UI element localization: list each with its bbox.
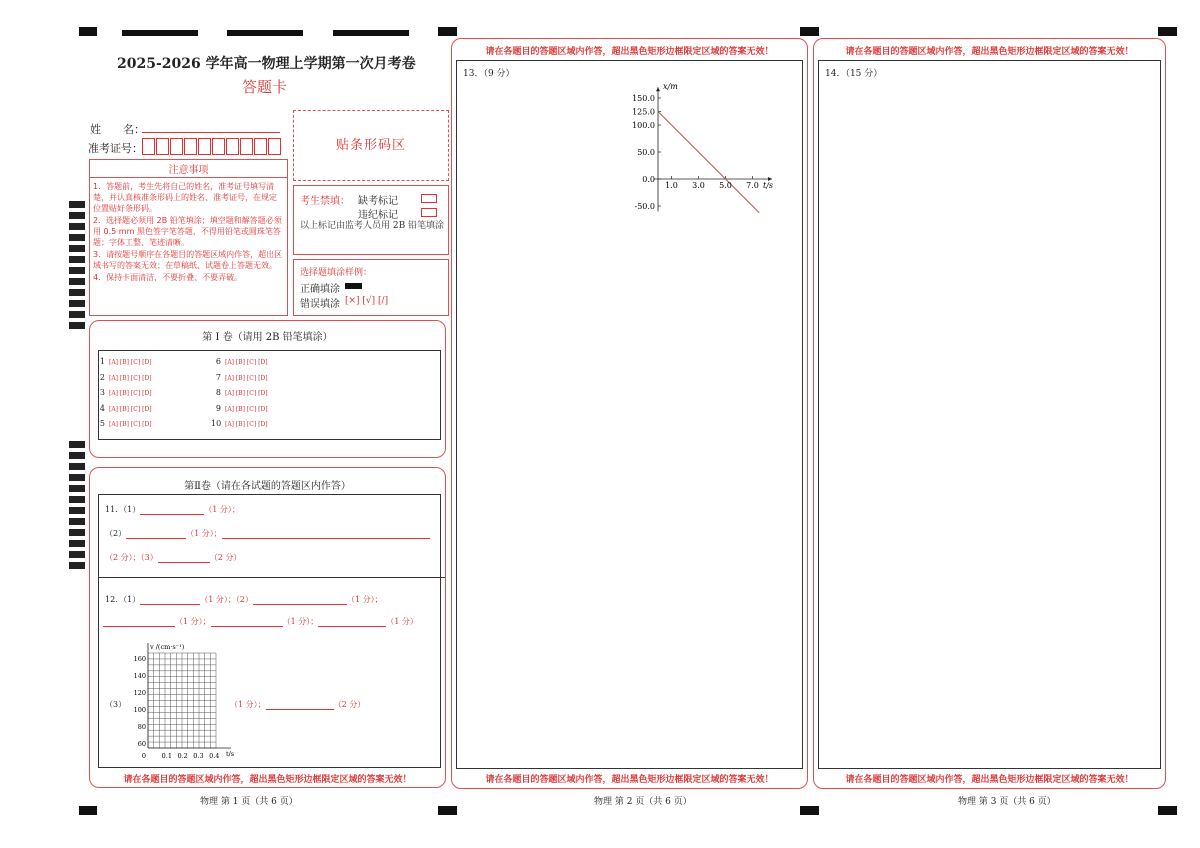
timing-mark [69,311,85,318]
exam-id-cell[interactable] [142,138,155,155]
boundary-warning: 请在各题目的答题区域内作答，超出黑色矩形边框限定区域的答案无效！ [485,47,774,57]
note-item: 1．答题前，考生先将自己的姓名，准考证号填写清楚，并认真核准条形码上的姓名、准考证号，在规定位置贴好条形码。 [93,182,277,213]
y-tick-label: 150.0 [632,94,655,103]
boundary-warning: 请在各题目的答题区域内作答，超出黑色矩形边框限定区域的答案无效！ [485,775,774,785]
registration-mark [79,27,97,36]
xt-chart [620,82,790,222]
notes-list [93,181,284,283]
y-tick-label: 160 [133,655,146,663]
timing-mark [69,562,85,569]
timing-mark [69,289,85,296]
y-axis-arrow [656,87,660,91]
q13-label: 13．（9 分） [463,69,515,79]
y-tick-label: 125.0 [632,107,655,117]
y-tick-label: 50.0 [637,148,655,157]
q12-answer-6[interactable] [266,699,334,710]
note-item: 4．保持卡面清洁，不要折叠、不要弄破。 [93,273,243,282]
timing-mark [69,201,85,208]
x-axis-label: t/s [762,181,774,190]
mcq-options[interactable]: [A] [B] [C] [D] [225,421,268,428]
note-item: 3．请按题号顺序在各题目的答题区域内作答，超出区域书写的答案无效；在草稿纸、试题卷上答题无效。 [93,250,283,270]
timing-mark [69,485,85,492]
timing-mark [69,463,85,470]
answer-card-title: 答题卡 [242,78,288,96]
mcq-question[interactable] [95,357,152,366]
timing-mark [69,234,85,241]
mcq-number: 7 [215,372,221,382]
exam-title: 2025-2026 学年高一物理上学期第一次月考卷 [117,56,416,72]
mcq-question[interactable] [211,404,268,413]
q11-part2: （2） [105,529,127,538]
q11-answer-4[interactable] [158,552,210,563]
q12-row1 [105,594,383,605]
timing-mark [69,441,85,448]
exam-id-cell[interactable] [212,138,225,155]
timing-mark [69,540,85,547]
mcq-number: 6 [215,357,221,366]
exam-id-cell[interactable] [226,138,239,155]
mcq-options[interactable]: [A] [B] [C] [D] [225,374,268,382]
y-tick-label: 60 [137,740,146,748]
x-tick-label: 0.2 [177,752,188,760]
q11-q12-divider [98,577,445,578]
y-tick-label: -50.0 [634,202,655,211]
absent-label: 缺考标记 [358,196,398,207]
q12-score-4: （1 分）； [282,617,319,626]
series-line [658,112,759,213]
name-field[interactable] [142,132,280,133]
mcq-options[interactable]: [A] [B] [C] [D] [225,405,268,413]
x-tick-label: 0.1 [161,752,172,760]
q12-answer-2[interactable] [253,594,347,605]
fill-wrong-samples: [×] [√] [/] [345,296,389,306]
x-axis-label: t/s [226,750,235,758]
q12-answer-1[interactable] [140,594,200,605]
mcq-question[interactable] [211,388,268,397]
page-footer-1: 物理 第 1 页（共 6 页） [200,797,298,807]
mcq-number: 5 [99,419,105,428]
mcq-number: 2 [99,372,105,382]
q12-row2 [103,616,418,627]
y-axis-label: x/m [663,82,678,92]
q12-answer-4[interactable] [211,616,283,627]
exam-id-cell[interactable] [254,138,267,155]
mcq-question[interactable] [95,419,152,428]
timing-mark [69,551,85,558]
x-tick-label: 0.3 [193,752,204,760]
mcq-question[interactable] [211,419,268,428]
mcq-options[interactable]: [A] [B] [C] [D] [225,359,268,366]
violation-label: 违纪标记 [358,210,398,221]
registration-mark [438,27,457,36]
q12-answer-3[interactable] [103,616,175,627]
mcq-number: 8 [215,388,221,397]
q12-score-1: （1 分）；（2） [200,595,254,604]
absent-checkbox[interactable] [421,194,437,203]
registration-mark [800,806,819,815]
mcq-question[interactable] [211,373,268,382]
page-footer-3: 物理 第 3 页（共 6 页） [958,797,1056,807]
q12-part3-label: （3） [105,700,127,709]
registration-dash [333,30,409,36]
y-tick-label: 100.0 [632,121,655,130]
exam-id-cell[interactable] [198,138,211,155]
timing-mark [69,452,85,459]
y-axis-label: v /(cm·s⁻¹) [150,643,185,651]
y-tick-label: 140 [133,672,146,680]
mcq-number: 3 [99,388,105,397]
timing-mark [69,256,85,263]
mcq-options[interactable]: [A] [B] [C] [D] [225,390,268,397]
fill-wrong-label: 错误填涂 [300,299,340,310]
q11-label: 11．（1） [105,505,141,514]
page-footer-2: 物理 第 2 页（共 6 页） [594,797,692,807]
mcq-question[interactable] [95,388,152,397]
registration-dash [227,30,303,36]
violation-checkbox[interactable] [421,208,437,217]
vt-graph-grid[interactable] [125,640,235,766]
q11-row2 [105,528,430,539]
timing-mark [69,496,85,503]
registration-dash [122,30,198,36]
y-tick-label: 120 [133,689,146,697]
q12-label: 12．（1） [105,595,141,604]
exam-id-cell[interactable] [170,138,183,155]
y-tick-label: 0.0 [642,175,655,184]
fill-correct-sample [345,283,362,289]
timing-mark [69,212,85,219]
q14-label: 14．（15 分） [825,69,883,79]
name-label: 姓 名： [90,123,145,136]
exam-id-cell[interactable] [184,138,197,155]
part2-title: 第Ⅱ卷（请在各试题的答题区内作答） [184,481,351,492]
q12-score-5: （1 分） [386,617,418,626]
registration-mark [800,27,819,36]
barcode-label: 贴条形码区 [336,138,407,153]
exam-id-cell[interactable] [156,138,169,155]
part1-title: 第 I 卷（请用 2B 铅笔填涂） [202,332,333,343]
q12-score-6: （1 分）； [230,700,266,709]
exam-id-label: 准考证号： [88,142,143,155]
q11-row1 [105,504,240,515]
x-tick-label: 0.4 [209,752,220,760]
timing-mark [69,278,85,285]
mcq-question[interactable] [211,357,268,366]
timing-mark [69,300,85,307]
x-tick-label: 7.0 [746,181,759,190]
y-tick-label: 80 [137,723,146,731]
fill-correct-label: 正确填涂 [300,284,340,295]
mcq-options[interactable]: [A] [B] [C] [D] [109,405,152,413]
mcq-options[interactable]: [A] [B] [C] [D] [109,374,152,382]
boundary-warning: 请在各题目的答题区域内作答，超出黑色矩形边框限定区域的答案无效！ [123,775,412,785]
q11-score-1: （1 分）； [204,505,240,514]
mcq-question[interactable] [95,404,152,413]
registration-mark [79,806,97,815]
mcq-options[interactable]: [A] [B] [C] [D] [109,390,152,397]
timing-mark [69,474,85,481]
q11-score-2: （1 分）； [186,529,222,538]
q11-score-3: （2 分）；（3） [105,553,158,562]
mcq-options[interactable]: [A] [B] [C] [D] [109,359,152,366]
boundary-warning: 请在各题目的答题区域内作答，超出黑色矩形边框限定区域的答案无效！ [845,775,1134,785]
q12-score-2: （1 分）； [347,595,383,604]
q11-answer-2[interactable] [126,528,186,539]
q14-answer-box[interactable] [818,60,1161,769]
timing-mark [69,529,85,536]
q11-answer-1[interactable] [140,504,204,515]
registration-mark [1158,27,1177,36]
q12-score-3: （1 分）； [175,617,211,626]
y-tick-label: 100 [133,706,146,714]
boundary-warning: 请在各题目的答题区域内作答，超出黑色矩形边框限定区域的答案无效！ [845,47,1134,57]
q12-row3 [230,699,365,710]
exam-id-cell[interactable] [240,138,253,155]
q11-row3 [105,552,241,563]
timing-mark [69,245,85,252]
notes-title: 注意事项 [168,165,209,176]
timing-mark [69,267,85,274]
q12-answer-5[interactable] [318,616,386,627]
registration-mark [438,806,457,815]
forbidden-note: 以上标记由监考人员用 2B 铅笔填涂 [300,221,445,231]
mcq-number: 10 [211,419,222,428]
timing-mark [69,507,85,514]
note-item: 2．选择题必须用 2B 铅笔填涂；填空题和解答题必须用 0.5 mm 黑色签字笔答题，不得用铅笔或圆珠笔答题；字体工整、笔迹清晰。 [93,216,282,247]
exam-id-cell[interactable] [268,138,281,155]
timing-mark [69,223,85,230]
q11-score-4: （2 分） [209,553,242,562]
mcq-number: 9 [215,403,221,413]
x-tick-label: 1.0 [665,181,678,190]
mcq-number: 4 [99,403,105,413]
timing-mark [69,518,85,525]
mcq-options[interactable]: [A] [B] [C] [D] [109,421,152,428]
fill-example-title: 选择题填涂样例： [300,268,373,278]
x-tick-label: 5.0 [719,181,732,190]
q11-answer-3[interactable] [222,528,430,539]
x-tick-label: 3.0 [692,181,705,190]
mcq-number: 1 [99,357,105,366]
mcq-question[interactable] [95,373,152,382]
forbidden-label: 考生禁填： [300,196,350,207]
notes-divider [89,177,288,178]
timing-mark [69,322,85,329]
q12-score-7: （2 分） [333,700,366,709]
x-tick-label: 0 [141,752,147,760]
registration-mark [1158,806,1177,815]
